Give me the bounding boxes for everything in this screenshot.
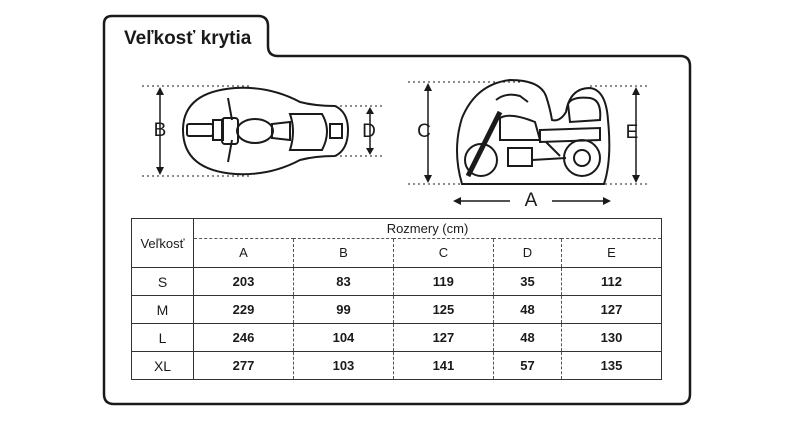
table-cell: 57 [493,352,561,380]
size-cell: M [132,296,194,324]
cover-side-outline [457,80,609,184]
table-cell: 35 [493,268,561,296]
table-cell: 48 [493,324,561,352]
column-header-b: B [293,238,393,267]
column-header-d: D [493,238,561,267]
dimension-b-label: B [153,120,167,141]
table-cell: 277 [194,352,294,380]
table-cell: 99 [293,296,393,324]
table-cell: 104 [293,324,393,352]
column-header-c: C [393,238,493,267]
column-header-a: A [194,238,294,267]
dimensions-group-header: Rozmery (cm) [194,219,662,239]
table-cell: 130 [562,324,662,352]
dimension-c-label: C [417,121,431,142]
top-view-diagram [142,86,385,176]
table-cell: 125 [393,296,493,324]
table-cell: 83 [293,268,393,296]
table-cell: 246 [194,324,294,352]
dimension-d-label: D [362,121,376,142]
table-row [132,268,662,296]
table-cell: 119 [393,268,493,296]
table-cell: 229 [194,296,294,324]
size-column-header: Veľkosť [132,219,194,268]
dimension-a-label: A [524,190,538,211]
side-view-diagram [408,80,650,205]
size-table [131,218,662,380]
table-row [132,352,662,380]
table-row [132,296,662,324]
table-cell: 127 [562,296,662,324]
table-row [132,324,662,352]
size-cell: XL [132,352,194,380]
dimension-e-label: E [625,122,639,143]
size-cell: S [132,268,194,296]
column-header-e: E [562,238,662,267]
table-cell: 103 [293,352,393,380]
table-cell: 48 [493,296,561,324]
table-cell: 112 [562,268,662,296]
table-cell: 141 [393,352,493,380]
cover-top-outline [183,88,348,174]
size-cell: L [132,324,194,352]
page-title: Veľkosť krytia [124,28,252,49]
table-cell: 127 [393,324,493,352]
table-cell: 135 [562,352,662,380]
table-cell: 203 [194,268,294,296]
